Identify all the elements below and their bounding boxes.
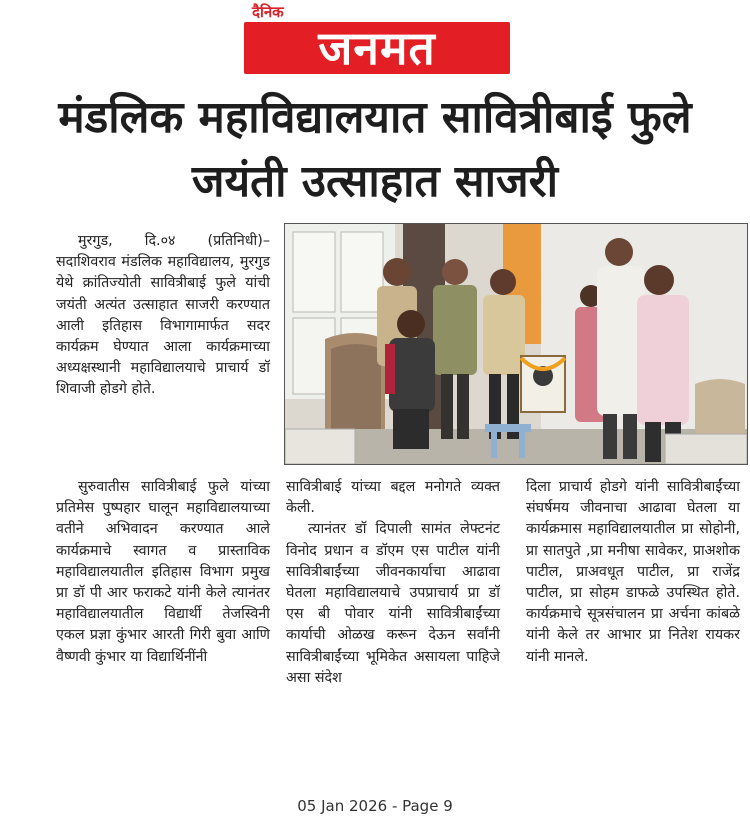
article-paragraph-1: मुरगुड, दि.०४ (प्रतिनिधी)– सदाशिवराव मंडलिक महाविद्यालय, मुरगुड येथे क्रांतिज्योती सावित्रीबाई फुले यांची जयंती अत्यंत उत्साहात साजरी करण्यात आली इतिहास विभागामार्फत सदर कार्यक्रम घेण्यात आला कार्यक्रमाच्या अध्यक्षस्थानी महाविद्यालयाचे प्राचार्य डॉ शिवाजी होडगे होते.: [56, 233, 270, 398]
article-column-1-bottom: [56, 477, 270, 668]
event-photo-illustration: [285, 224, 747, 464]
article-photo: [284, 223, 748, 465]
page-footer: 05 Jan 2026 - Page 9: [297, 797, 453, 815]
article-column-2: [286, 477, 500, 689]
masthead-logo: जनमत: [318, 21, 436, 75]
article-col2-continuation: सावित्रीबाई यांच्या बद्दल मनोगते व्यक्त केली.: [286, 479, 500, 517]
article-col3-text: दिला प्राचार्य होडगे यांनी सावित्रीबाईंच्या संघर्षमय जीवनाचा आढावा घेतला या कार्यक्रमास महाविद्यालयातील प्रा सोहोनी, प्रा सातपुते ,प्रा मनीषा सावेकर, प्राअशोक पाटील, प्राअवधूत पाटील, प्रा राजेंद्र पाटील, प्रा सोहम डाफळे उपस्थित होते. कार्यक्रमाचे सूत्रसंचालन प्रा अर्चना कांबळे यांनी केले तर आभार प्रा नितेश रायकर यांनी मानले.: [526, 479, 740, 665]
article-column-3: [526, 477, 740, 668]
article-column-1-top: [56, 231, 270, 401]
article-paragraph-2: सुरुवातीस सावित्रीबाई फुले यांच्या प्रतिमेस पुष्पहार घालून महाविद्यालयाच्या वतीने अभिवादन करण्यात आले कार्यक्रमाचे स्वागत व प्रास्ताविक महाविद्यालयातील इतिहास विभाग प्रमुख प्रा डॉ पी आर फराकटे यांनी केले त्यानंतर महाविद्यालयातील विद्यार्थी तेजस्विनी एकल प्रज्ञा कुंभार आरती गिरी बुवा आणि वैष्णवी कुंभार या विद्यार्थिनींनी: [56, 479, 270, 665]
masthead-prefix: दैनिक: [252, 3, 284, 21]
article-headline: मंडलिक महाविद्यालयात सावित्रीबाई फुले जयंती उत्साहात साजरी: [58, 92, 692, 207]
masthead: [0, 0, 750, 80]
article-paragraph-3: त्यानंतर डॉ दिपाली सामंत लेफ्टनंट विनोद प्रधान व डॉएम एस पाटील यांनी सावित्रीबाईंच्या जीवनकार्याचा आढावा घेतला महाविद्यालयाचे उपप्राचार्य प्रा डॉ एस बी पोवार यांनी सावित्रीबाईंच्या कार्याची ओळख करून देऊन सर्वांनी सावित्रीबाईंच्या भूमिकेत असायला पाहिजे असा संदेश: [286, 521, 500, 686]
